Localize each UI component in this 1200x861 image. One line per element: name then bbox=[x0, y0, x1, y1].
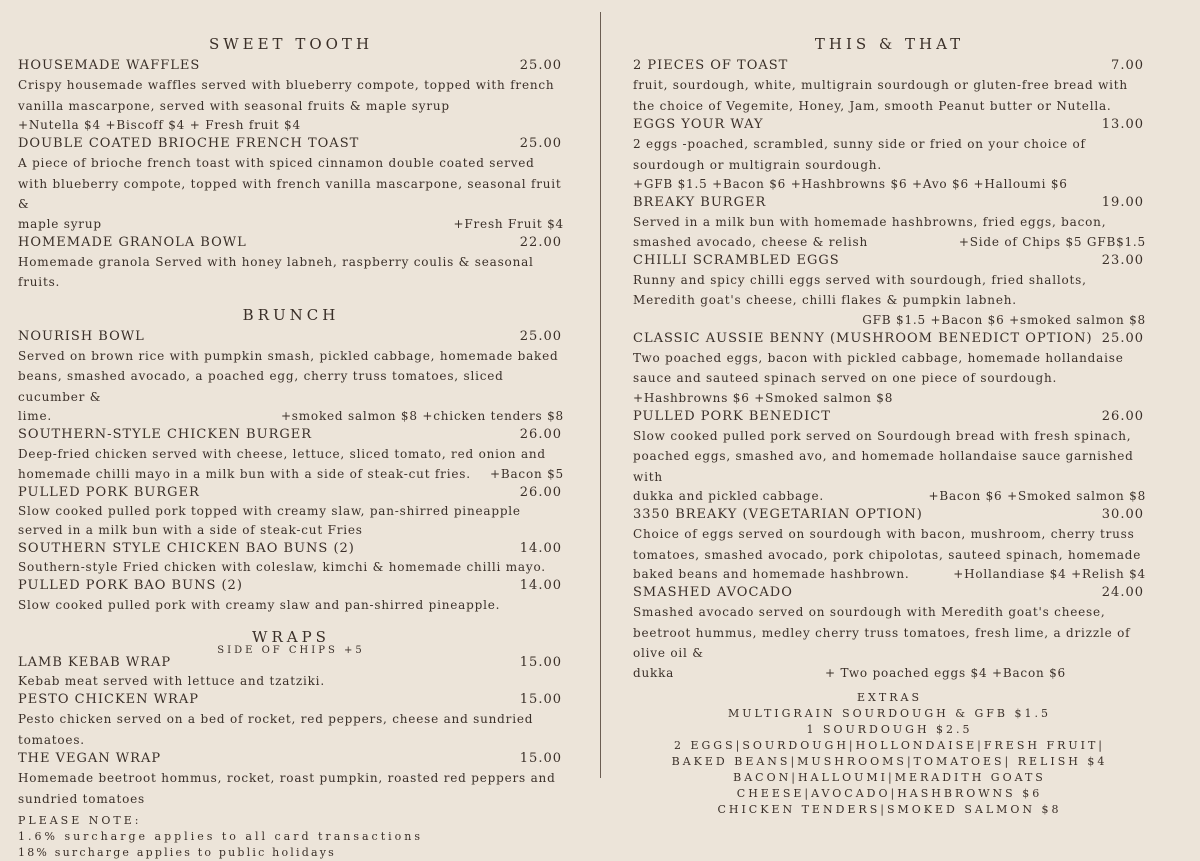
item-price: 25.00 bbox=[519, 58, 562, 73]
extras-title: EXTRAS bbox=[857, 691, 922, 704]
extras-list bbox=[633, 690, 1146, 818]
item-description: Southern-style Fried chicken with coleslaw, kimchi & homemade chilli mayo. bbox=[18, 559, 546, 574]
item-addons: + Two poached eggs $4 +Bacon $6 bbox=[825, 665, 1066, 680]
extras-line: BAKED BEANS|MUSHROOMS|TOMATOES| RELISH $4 bbox=[671, 755, 1108, 768]
item-description: Homemade granola Served with honey labneh, raspberry coulis & seasonal fruits. bbox=[18, 254, 534, 289]
item-price: 14.00 bbox=[519, 540, 562, 556]
item-addons: +Bacon $6 +Smoked salmon $8 bbox=[928, 489, 1146, 503]
menu-item-vegan-wrap bbox=[18, 750, 564, 809]
note-holiday-surcharge: 18% surcharge applies to public holidays bbox=[18, 846, 336, 859]
item-name: BREAKY BURGER bbox=[633, 195, 767, 210]
item-price: 26.00 bbox=[519, 427, 562, 442]
item-description: Served on brown rice with pumpkin smash, pickled cabbage, homemade baked beans, smashed avocado, a poached egg, cherry truss tomatoes, sliced cucumber & bbox=[18, 348, 559, 404]
item-price: 22.00 bbox=[519, 234, 562, 250]
item-name: PULLED PORK BENEDICT bbox=[633, 408, 831, 424]
surcharge-note bbox=[18, 813, 564, 861]
item-price: 25.00 bbox=[519, 328, 562, 344]
item-description: Slow cooked pulled pork served on Sourdough bread with fresh spinach, poached eggs, smashed avo, and homemade hollandaise sauce garnished with bbox=[633, 428, 1134, 484]
menu-item-chilli-scrambled-eggs bbox=[633, 252, 1146, 330]
menu-item-toast bbox=[633, 57, 1146, 116]
item-description: Smashed avocado served on sourdough with Meredith goat's cheese, beetroot hummus, medley cherry truss tomatoes, fresh lime, a drizzle of olive oil & bbox=[633, 605, 1131, 660]
item-name: 3350 BREAKY (VEGETARIAN OPTION) bbox=[633, 507, 923, 522]
extras-line: BACON|HALLOUMI|MERADITH GOATS bbox=[733, 771, 1046, 784]
item-name: LAMB KEBAB WRAP bbox=[18, 655, 172, 670]
item-addons: +Bacon $5 bbox=[490, 466, 564, 481]
menu-item-pork-bao-buns bbox=[18, 577, 564, 616]
extras-line: 1 SOURDOUGH $2.5 bbox=[806, 723, 973, 736]
item-price: 25.00 bbox=[519, 136, 562, 151]
item-name: PULLED PORK BURGER bbox=[18, 484, 200, 500]
extras-line: 2 EGGS|SOURDOUGH|HOLLONDAISE|FRESH FRUIT| bbox=[673, 739, 1106, 752]
item-price: 23.00 bbox=[1101, 252, 1144, 268]
menu-item-nourish-bowl bbox=[18, 328, 564, 427]
item-name: 2 PIECES OF TOAST bbox=[633, 58, 789, 73]
menu-item-housemade-waffles bbox=[18, 57, 564, 135]
item-description: Kebab meat served with lettuce and tzatziki. bbox=[18, 674, 325, 688]
menu-item-lamb-kebab-wrap bbox=[18, 654, 564, 691]
menu-item-chicken-burger bbox=[18, 426, 564, 484]
column-divider bbox=[600, 12, 601, 778]
item-name: NOURISH BOWL bbox=[18, 328, 145, 344]
item-description: Crispy housemade waffles served with blueberry compote, topped with french vanilla mascarpone, served with seasonal fruits & maple syrup bbox=[18, 78, 555, 113]
item-description-tail: lime. bbox=[18, 409, 52, 423]
item-price: 14.00 bbox=[519, 577, 562, 593]
item-description: Served in a milk bun with homemade hashbrowns, fried eggs, bacon, bbox=[633, 215, 1107, 229]
menu-item-pesto-chicken-wrap bbox=[18, 691, 564, 750]
item-description: Deep-fried chicken served with cheese, lettuce, sliced tomato, red onion and bbox=[18, 447, 546, 461]
item-name: PULLED PORK BAO BUNS (2) bbox=[18, 577, 243, 593]
item-description: fruit, sourdough, white, multigrain sourdough or gluten-free bread with the choice of Vegemite, Honey, Jam, smooth Peanut butter or Nutella. bbox=[633, 78, 1128, 113]
item-name: DOUBLE COATED BRIOCHE FRENCH TOAST bbox=[18, 136, 360, 151]
item-description: Runny and spicy chilli eggs served with sourdough, fried shallots, Meredith goat's cheese, chilli flakes & pumpkin labneh. bbox=[633, 272, 1087, 307]
item-price: 26.00 bbox=[519, 484, 562, 500]
item-price: 26.00 bbox=[1101, 408, 1144, 424]
item-addons: +GFB $1.5 +Bacon $6 +Hashbrowns $6 +Avo $6 +Halloumi $6 bbox=[633, 177, 1068, 191]
item-addons: +smoked salmon $8 +chicken tenders $8 bbox=[280, 409, 564, 423]
left-column bbox=[18, 34, 564, 861]
note-title: PLEASE NOTE: bbox=[18, 814, 142, 827]
item-name: EGGS YOUR WAY bbox=[633, 117, 764, 132]
item-description: Pesto chicken served on a bed of rocket, red peppers, cheese and sundried tomatoes. bbox=[18, 712, 534, 747]
item-addons: +Hollandiase $4 +Relish $4 bbox=[953, 567, 1146, 581]
item-description: A piece of brioche french toast with spiced cinnamon double coated served with blueberry compote, topped with french vanilla mascarpone, seasonal fruit & bbox=[18, 156, 562, 211]
menu-item-granola-bowl bbox=[18, 234, 564, 293]
item-description-tail: dukka bbox=[633, 665, 675, 680]
right-column bbox=[633, 34, 1146, 683]
menu-item-chicken-bao-buns bbox=[18, 540, 564, 577]
item-name: SMASHED AVOCADO bbox=[633, 585, 793, 600]
item-description: Slow cooked pulled pork topped with creamy slaw, pan-shirred pineapple served in a milk bun with a side of steak-cut Fries bbox=[18, 503, 521, 537]
item-price: 25.00 bbox=[1101, 330, 1144, 346]
item-description-tail: maple syrup bbox=[18, 216, 102, 231]
item-addons: +Nutella $4 +Biscoff $4 + Fresh fruit $4 bbox=[18, 118, 301, 132]
item-name: SOUTHERN-STYLE CHICKEN BURGER bbox=[18, 427, 313, 442]
item-addons: GFB $1.5 +Bacon $6 +smoked salmon $8 bbox=[862, 312, 1146, 327]
item-description-tail: homemade chilli mayo in a milk bun with a side of steak-cut fries. bbox=[18, 466, 471, 481]
menu-item-3350-breaky bbox=[633, 506, 1146, 584]
extras-line: CHICKEN TENDERS|SMOKED SALMON $8 bbox=[717, 803, 1062, 816]
section-subtitle-wraps: SIDE OF CHIPS +5 bbox=[217, 645, 365, 656]
item-price: 15.00 bbox=[519, 655, 562, 670]
item-addons: +Hashbrowns $6 +Smoked salmon $8 bbox=[633, 390, 894, 405]
item-addons: +Side of Chips $5 GFB$1.5 bbox=[958, 234, 1146, 249]
item-price: 30.00 bbox=[1101, 507, 1144, 522]
extras-line: MULTIGRAIN SOURDOUGH & GFB $1.5 bbox=[728, 707, 1051, 720]
item-description: Two poached eggs, bacon with pickled cabbage, homemade hollandaise sauce and sauteed spinach served on one piece of sourdough. bbox=[633, 350, 1124, 385]
item-description: Choice of eggs served on sourdough with bacon, mushroom, cherry truss tomatoes, smashed avocado, pork chipolotas, sauteed spinach, homemade bbox=[633, 527, 1142, 562]
item-description: Slow cooked pulled pork with creamy slaw and pan-shirred pineapple. bbox=[18, 597, 501, 612]
menu-item-french-toast bbox=[18, 135, 564, 234]
item-description: 2 eggs -poached, scrambled, sunny side or fried on your choice of sourdough or multigrain sourdough. bbox=[633, 137, 1086, 172]
menu-item-pulled-pork-burger bbox=[18, 484, 564, 540]
item-description-tail: baked beans and homemade hashbrown. bbox=[633, 567, 910, 581]
item-price: 15.00 bbox=[519, 692, 562, 707]
section-title-wraps: WRAPS bbox=[252, 628, 330, 646]
item-price: 13.00 bbox=[1101, 117, 1144, 132]
item-price: 24.00 bbox=[1101, 585, 1144, 600]
menu-item-classic-aussie-benny bbox=[633, 330, 1146, 408]
item-price: 19.00 bbox=[1101, 195, 1144, 210]
menu-item-eggs-your-way bbox=[633, 116, 1146, 194]
item-description-tail: smashed avocado, cheese & relish bbox=[633, 234, 868, 249]
item-name: THE VEGAN WRAP bbox=[18, 751, 162, 766]
note-card-surcharge: 1.6% surcharge applies to all card transactions bbox=[18, 830, 423, 843]
item-name: HOUSEMADE WAFFLES bbox=[18, 58, 201, 73]
item-description-tail: dukka and pickled cabbage. bbox=[633, 489, 825, 503]
extras-line: CHEESE|AVOCADO|HASHBROWNS $6 bbox=[736, 787, 1043, 800]
item-addons: +Fresh Fruit $4 bbox=[453, 216, 564, 231]
menu-item-smashed-avocado bbox=[633, 584, 1146, 683]
item-price: 7.00 bbox=[1111, 58, 1144, 73]
section-title-this-and-that: THIS & THAT bbox=[814, 35, 965, 53]
menu-item-pulled-pork-benedict bbox=[633, 408, 1146, 507]
section-title-sweet-tooth: SWEET TOOTH bbox=[208, 35, 374, 53]
item-price: 15.00 bbox=[519, 751, 562, 766]
item-name: CLASSIC AUSSIE BENNY (MUSHROOM BENEDICT OPTION) bbox=[633, 330, 1093, 346]
section-title-brunch: BRUNCH bbox=[242, 305, 340, 324]
item-name: CHILLI SCRAMBLED EGGS bbox=[633, 252, 840, 268]
item-description: Homemade beetroot hommus, rocket, roast pumpkin, roasted red peppers and sundried tomatoes bbox=[18, 771, 556, 806]
item-name: SOUTHERN STYLE CHICKEN BAO BUNS (2) bbox=[18, 540, 355, 556]
item-name: PESTO CHICKEN WRAP bbox=[18, 692, 199, 707]
item-name: HOMEMADE GRANOLA BOWL bbox=[18, 234, 247, 250]
menu-item-breaky-burger bbox=[633, 194, 1146, 252]
